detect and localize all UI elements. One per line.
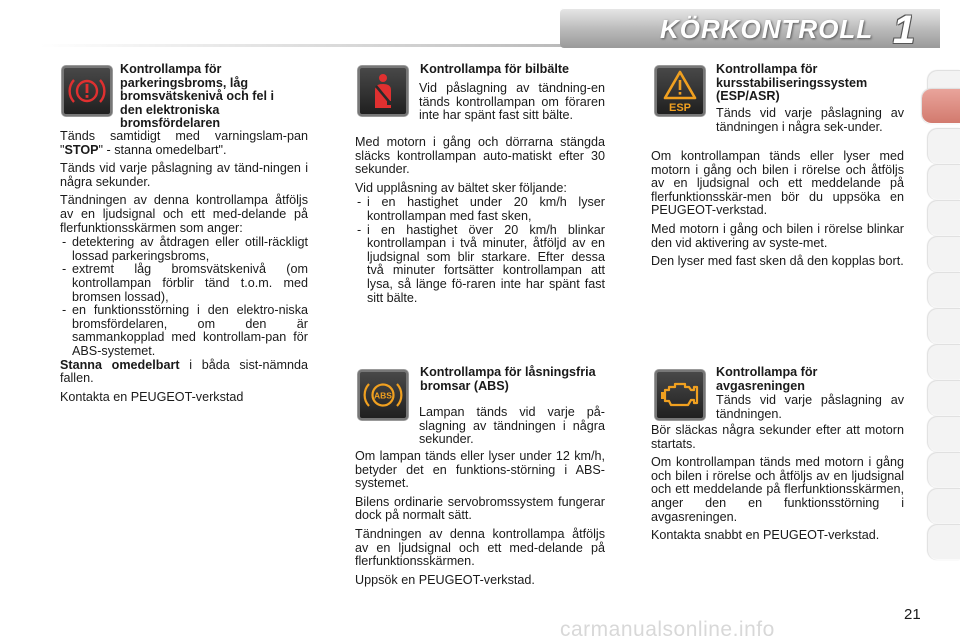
paragraph: Vid upplåsning av bältet sker följande: xyxy=(355,180,567,195)
chapter-tab[interactable] xyxy=(928,416,960,452)
paragraph: Om lampan tänds eller lyser under 12 km/h, betyder det en funktions-störning i ABS-systemet. xyxy=(355,449,605,491)
svg-text:ABS: ABS xyxy=(374,390,392,401)
section-intro-esp xyxy=(716,107,904,139)
seatbelt-icon xyxy=(358,66,408,116)
chapter-tab[interactable] xyxy=(928,236,960,272)
abs-icon xyxy=(358,370,408,420)
list-item: - en funktionsstörning i den elektro-niska bromsfördelaren, om den är sammankopplad med kontrollam-pan för ABS-systemet. xyxy=(60,304,308,358)
chapter-tab[interactable] xyxy=(928,308,960,344)
section-body-seatbelt xyxy=(355,136,605,305)
paragraph: Bör släckas några sekunder efter att motorn startats. xyxy=(651,423,904,451)
list-item: - detektering av åtdragen eller otill-räckligt lossad parkeringsbroms, xyxy=(60,236,308,263)
chapter-tab[interactable] xyxy=(928,164,960,200)
paragraph: Den lyser med fast sken då den kopplas bort. xyxy=(651,254,904,269)
paragraph: Om kontrollampan tänds eller lyser med motorn i gång och bilen i rörelse och åtföljs av en ljudsignal och ett meddelande på flerfunktionsskär-men bör du uppsöka en PEUGEOT-verkstad. xyxy=(651,149,904,218)
list-item: - i en hastighet över 20 km/h blinkar kontrollampan i två minuter, åtföljd av en ljudsignal som blir starkare. Efter dessa två minuter fortsätter kontrollampan att lysa, så länge fö-raren inte har spänt fast sitt bälte. xyxy=(355,224,605,306)
paragraph: Om kontrollampan tänds med motorn i gång och bilen i rörelse och åtföljs av en ljudsignal och ett meddelande på flerfunktionsskärmen, anger den en funktionsstörning i avgasreningen. xyxy=(651,455,904,524)
section-title-esp: Kontrollampa för kursstabiliseringssystem (ESP/ASR) xyxy=(716,62,868,104)
page-number: 21 xyxy=(904,606,921,623)
section-intro-emissions xyxy=(716,394,904,426)
paragraph: Uppsök en PEUGEOT-verkstad. xyxy=(355,572,535,587)
paragraph: Stanna omedelbart i båda sist-nämnda fallen. xyxy=(60,357,308,386)
paragraph: Tänds vid varje påslagning av tändningen i några sek-under. xyxy=(716,106,904,134)
chapter-tab[interactable] xyxy=(928,344,960,380)
chapter-tab[interactable] xyxy=(928,380,960,416)
chapter-tab[interactable] xyxy=(928,272,960,308)
brake-warning-icon xyxy=(62,66,112,116)
section-body-emissions xyxy=(651,424,904,548)
list-item: - i en hastighet under 20 km/h lyser kontrollampan med fast sken, xyxy=(355,196,605,223)
section-title-emissions: Kontrollampa för avgasreningen xyxy=(716,365,818,393)
chapter-tab-active[interactable] xyxy=(922,88,960,124)
engine-icon xyxy=(655,370,705,420)
list-item: - extremt låg bromsvätskenivå (om kontrollampan förblir tänd t.o.m. med bromsen lossad), xyxy=(60,263,308,304)
section-intro-seatbelt xyxy=(419,82,605,128)
paragraph: Lampan tänds vid varje på-slagning av tändningen i några sekunder. xyxy=(419,405,605,447)
page-title: KÖRKONTROLL xyxy=(660,14,874,44)
section-body-esp xyxy=(651,150,904,274)
chapter-tab[interactable] xyxy=(928,488,960,524)
paragraph: Tänds samtidigt med varningslam-pan "STOP" - stanna omedelbart". xyxy=(60,129,308,157)
section-body-parking-brake xyxy=(60,130,308,409)
paragraph: Kontakta snabbt en PEUGEOT-verkstad. xyxy=(651,528,880,543)
paragraph: Tänds vid varje påslagning av tändningen. xyxy=(716,393,904,421)
section-title-seatbelt: Kontrollampa för bilbälte xyxy=(420,62,570,76)
section-title-abs: Kontrollampa för låsningsfria bromsar (ABS) xyxy=(420,365,596,393)
paragraph: Bilens ordinarie servobromssystem fungerar dock på normalt sätt. xyxy=(355,494,605,523)
svg-text:ESP: ESP xyxy=(668,102,692,114)
watermark: carmanualsonline.info xyxy=(560,618,775,641)
paragraph: Vid påslagning av tändning-en tänds kontrollampan om föraren inte har spänt fast sitt bälte. xyxy=(419,81,605,123)
chapter-tab[interactable] xyxy=(928,524,960,560)
esp-warning-icon xyxy=(655,66,705,116)
paragraph: Kontakta en PEUGEOT-verkstad xyxy=(60,389,244,404)
section-body-abs xyxy=(355,450,605,592)
paragraph: Med motorn i gång och dörrarna stängda släcks kontrollampan auto-matiskt efter 30 sekunder. xyxy=(355,135,605,177)
chapter-tab[interactable] xyxy=(928,128,960,164)
chapter-tab[interactable] xyxy=(928,200,960,236)
paragraph: Tändningen av denna kontrollampa åtföljs av en ljudsignal och ett med-delande på flerfunktionsskärmen. xyxy=(355,526,605,569)
paragraph: Tänds vid varje påslagning av tänd-ningen i några sekunder. xyxy=(60,161,308,189)
section-title-parking-brake: Kontrollampa för parkeringsbroms, låg bromsvätskenivå och fel i den elektroniska bromsfördelaren xyxy=(120,62,274,131)
paragraph: Tändningen av denna kontrollampa åtföljs av en ljudsignal och ett med-delande på flerfunktionsskärmen som anger: xyxy=(60,193,308,235)
page-header xyxy=(0,0,960,58)
section-intro-abs xyxy=(419,406,605,452)
chapter-number: 1 xyxy=(892,8,916,52)
paragraph: Med motorn i gång och bilen i rörelse blinkar den vid aktivering av syste-met. xyxy=(651,221,904,250)
chapter-tab[interactable] xyxy=(928,452,960,488)
